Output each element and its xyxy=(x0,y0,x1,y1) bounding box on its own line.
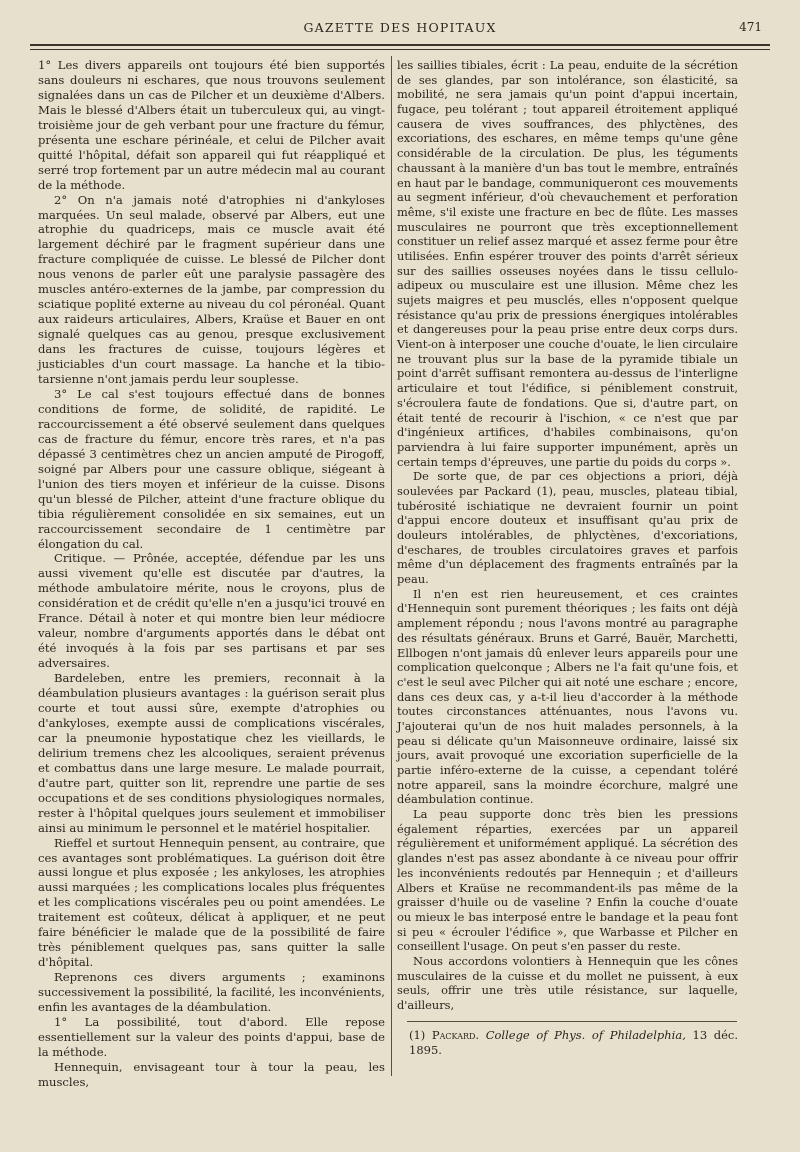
footnote-marker: (1) xyxy=(409,1027,426,1042)
paragraph: La peau supporte donc très bien les pressions également réparties, exercées par un appareil régulièrement et uniformément appliqué. La sécrétion des glandes n'est pas assez abondante à ce niveau pour offrir les inconvénients redoutés par Hennequin ; et d'ailleurs Albers et Kraüse ne recommandent-ils pas même de la graisser d'huile ou de vaseline ? Enfin la couche d'ouate ou mieux le bas interposé entre le bandage et la peau font si peu « écrouler l'édifice », que Warbasse et Pilcher en conseillent l'usage. On peut s'en passer du reste. xyxy=(397,807,738,954)
paragraph: De sorte que, de par ces objections a priori, déjà soulevées par Packard (1), peau, muscles, plateau tibial, tubérosité ischiatique ne devraient fournir un point d'appui encore douteux et insuffisant qu'au prix de douleurs intolérables, de phlyctènes, d'excoriations, d'eschares, de troubles circulatoires graves et parfois même d'un déplacement des fragments entraînés par la peau. xyxy=(397,469,738,587)
footnote-date: 13 déc. 1895. xyxy=(409,1027,739,1057)
column-divider xyxy=(391,56,392,1076)
running-title: GAZETTE DES HOPITAUX xyxy=(303,20,497,35)
paragraph: 1° Les divers appareils ont toujours été bien supportés sans douleurs ni eschares, que nous trouvons seulement signalées dans un cas de Pilcher et un deuxième d'Albers. Mais le blessé d'Albers était un tuberculeux qui, au vingt-troisième jour de geh verbant pour une fracture du fémur, présenta une eschare périnéale, et celui de Pilcher avait quitté l'hôpital, défait son appareil qui fut réappliqué et serré trop fortement par un autre médecin mal au courant de la méthode. xyxy=(38,58,385,192)
header-rule xyxy=(30,44,770,46)
paragraph: les saillies tibiales, écrit : La peau, enduite de la sécrétion de ses glandes, par son intolérance, son élasticité, sa mobilité, ne sera jamais qu'un point d'appui incertain, fugace, peu tolérant ; tout appareil étroitement appliqué causera de vives souffrances, des phlyctènes, des excoriations, des eschares, en même temps qu'une gêne considérable de la circulation. De plus, les téguments chaussant à la manière d'un bas tout le membre, entraînés en haut par le bandage, communiqueront ces mouvements au segment inférieur, d'où chevauchement et perforation même, s'il existe une fracture en bec de flûte. Les masses musculaires ne pourront que très exceptionnellement constituer un relief assez marqué et assez ferme pour être utilisées. Enfin espérer trouver des points d'arrêt sérieux sur des saillies osseuses noyées dans le tissu cellulo-adipeux ou musculaire est une illusion. Même chez les sujets maigres et peu musclés, elles n'opposent quelque résistance qu'au prix de pressions énergiques intolérables et dangereuses pour la peau prise entre deux corps durs. Vient-on à interposer une couche d'ouate, le lien circulaire ne trouvant plus sur la base de la pyramide tibiale un point d'arrêt suffisant remontera au-dessus de l'interligne articulaire et tout l'édifice, si péniblement construit, s'écroulera faute de fondations. Que si, d'autre part, on était tenté de recourir à l'ischion, « ce n'est que par d'ingénieux artifices, d'habiles combinaisons, qu'on parviendra à lui faire supporter impunément, après un certain temps d'épreuves, une partie du poids du corps ». xyxy=(397,58,738,469)
paragraph: 2° On n'a jamais noté d'atrophies ni d'ankyloses marquées. Un seul malade, observé par Albers, eut une atrophie du quadriceps, mais ce muscle avait été largement déchiré par le fragment supérieur dans une fracture compliquée de cuisse. Le blessé de Pilcher dont nous venons de parler eût une paralysie passagère des muscles antéro-externes de la jambe, par compression du sciatique poplité externe au niveau du col péronéal. Quant aux raideurs articulaires, Albers, Kraüse et Bauer en ont signalé quelques cas au genou, presque exclusivement dans les fractures de cuisse, toujours légères et justiciables d'un court massage. La hanche et la tibio-tarsienne n'ont jamais perdu leur souplesse. xyxy=(38,192,385,387)
paragraph: Nous accordons volontiers à Hennequin que les cônes musculaires de la cuisse et du mollet ne puissent, à eux seuls, offrir une très utile résistance, sur laquelle, d'ailleurs, xyxy=(397,953,738,1012)
page-number: 471 xyxy=(739,20,762,34)
paragraph: Hennequin, envisageant tour à tour la peau, les muscles, xyxy=(38,1059,385,1089)
paragraph: 3° Le cal s'est toujours effectué dans de bonnes conditions de forme, de solidité, de rapidité. Le raccourcissement a été observé seulement dans quelques cas de fracture du fémur, encore très rares, et n'a pas dépassé 3 centimètres chez un ancien amputé de Pirogoff, soigné par Albers pour une cassure oblique, siégeant à l'union des tiers moyen et inférieur de la cuisse. Disons qu'un blessé de Pilcher, atteint d'une fracture oblique du tibia régulièrement consolidée en six semaines, eut un raccourcissement secondaire de 1 centimètre par élongation du cal. xyxy=(38,386,385,551)
paragraph-critique: Critique. — Prônée, acceptée, défendue par les uns aussi vivement qu'elle est discutée par d'autres, la méthode ambulatoire mérite, nous le croyons, plus de considération et de crédit qu'elle n'en a jusqu'ici trouvé en France. Détail à noter et qui montre bien leur médiocre valeur, nombre d'arguments apportés dans le débat ont été invoqués à la fois par ses partisans et par ses adversaires. xyxy=(38,551,385,671)
paragraph: 1° La possibilité, tout d'abord. Elle repose essentiellement sur la valeur des points d'appui, base de la méthode. xyxy=(38,1015,385,1059)
footnote-source: College of Phys. of Philadelphia, xyxy=(485,1027,686,1042)
right-column xyxy=(397,58,738,1058)
header-rule-thin xyxy=(30,49,770,50)
paragraph: Rieffel et surtout Hennequin pensent, au contraire, que ces avantages sont problématiques. La guérison doit être aussi longue et plus exposée ; les ankyloses, les atrophies aussi marquées ; les complications locales plus fréquentes et les complications viscérales peu ou point amendées. Le traitement est coûteux, délicat à appliquer, et ne peut faire bénéficier le malade que de la possibilité de faire très péniblement quelques pas, sans quitter la salle d'hôpital. xyxy=(38,835,385,970)
footnote xyxy=(397,1028,738,1058)
paragraph: Bardeleben, entre les premiers, reconnait à la déambulation plusieurs avantages : la guérison serait plus courte et tout aussi sûre, exempte d'atrophies ou d'ankyloses, exempte aussi de complications viscérales, car la pneumonie hypostatique chez les vieillards, le delirium tremens chez les alcooliques, seraient prévenus et combattus dans une large mesure. Le malade pourrait, d'autre part, quitter son lit, reprendre une partie de ses occupations et de ses conditions physiologiques normales, rester à l'hôpital quelques jours seulement et immobiliser ainsi au minimum le personnel et le matériel hospitalier. xyxy=(38,671,385,835)
page-header xyxy=(30,16,770,42)
paragraph: Il n'en est rien heureusement, et ces craintes d'Hennequin sont purement théoriques ; les faits ont déjà amplement répondu ; nous l'avons montré au paragraphe des résultats généraux. Bruns et Garré, Bauër, Marchetti, Ellbogen n'ont jamais dû enlever leurs appareils pour une complication quelconque ; Albers ne l'a fait qu'une fois, et c'est le seul avec Pilcher qui ait noté une eschare ; encore, dans ces deux cas, y a-t-il lieu d'accorder à la méthode toutes circonstances atténuantes, nous l'avons vu. J'ajouterai qu'un de nos huit malades personnels, à la peau si délicate qu'un Maisonneuve ordinaire, laissé six jours, avait provoqué une excoriation superficielle de la partie inféro-externe de la cuisse, a cependant toléré notre appareil, sans la moindre écorchure, malgré une déambulation continue. xyxy=(397,586,738,807)
left-column xyxy=(38,58,385,1090)
paragraph: Reprenons ces divers arguments ; examinons successivement la possibilité, la facilité, les inconvénients, enfin les avantages de la déambulation. xyxy=(38,970,385,1015)
footnote-rule xyxy=(407,1021,737,1022)
footnote-author: Packard. xyxy=(431,1027,480,1042)
